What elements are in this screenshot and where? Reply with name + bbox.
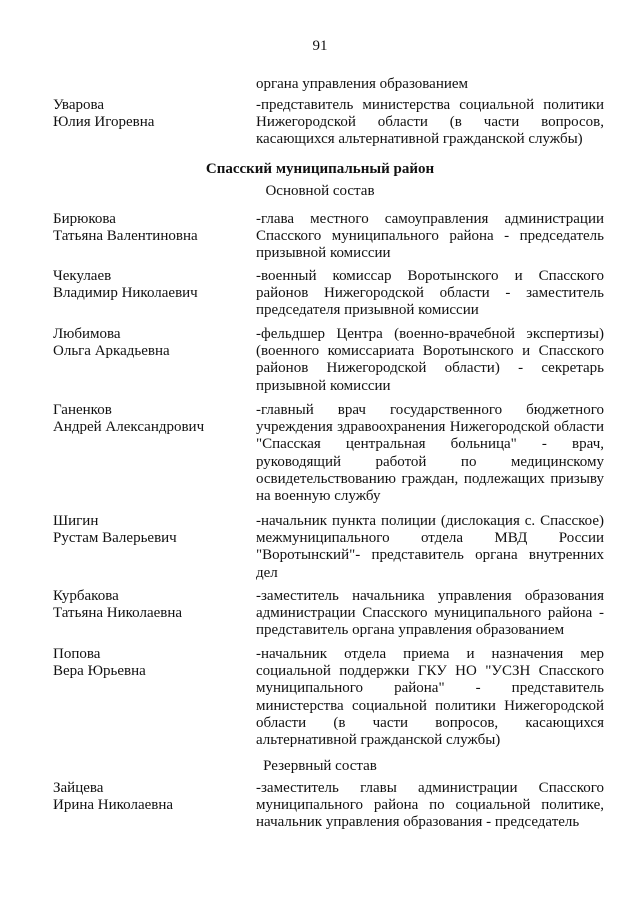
member-role: -главный врач государственного бюджетного учреждения здравоохранения Нижегородской области "Спасская центральная больница" - врач, руководящий работой по медицинскому освидетельствованию граждан, подлежащих призыву на военную службу (256, 402, 604, 505)
district-title: Спасский муниципальный район (205, 161, 435, 177)
member-name: Любимова Ольга Аркадьевна (53, 326, 170, 360)
continuation-text: органа управления образованием (256, 76, 469, 92)
member-role: -начальник пункта полиции (дислокация с. Спасское) межмуниципального отдела МВД России "Воротынский"- представитель органа внутренних дел (256, 513, 604, 581)
member-role: -глава местного самоуправления администрации Спасского муниципального района - председатель призывной комиссии (256, 211, 604, 262)
main-composition-heading: Основной состав (265, 183, 375, 199)
member-name: Шигин Рустам Валерьевич (53, 513, 177, 547)
reserve-composition-heading: Резервный состав (263, 758, 377, 774)
member-role: -представитель министерства социальной политики Нижегородской области (в части вопросов, касающихся альтернативной гражданской службы) (256, 97, 604, 148)
member-name: Попова Вера Юрьевна (53, 646, 146, 680)
member-role: -военный комиссар Воротынского и Спасского районов Нижегородской области - заместитель председателя призывной комиссии (256, 268, 604, 319)
member-name: Бирюкова Татьяна Валентиновна (53, 211, 198, 245)
member-role: -начальник отдела приема и назначения мер социальной поддержки ГКУ НО "УСЗН Спасского муниципального района" - представитель министерства социальной политики Нижегородской области (в части вопросов, касающихся альтернативной гражданской службы) (256, 646, 604, 749)
member-name: Ганенков Андрей Александрович (53, 402, 205, 436)
member-role: -заместитель главы администрации Спасского муниципального района по социальной политике, начальник управления образования - председатель (256, 780, 604, 831)
member-name: Уварова Юлия Игоревна (53, 97, 155, 131)
member-name: Чекулаев Владимир Николаевич (53, 268, 198, 302)
member-role: -заместитель начальника управления образования администрации Спасского муниципального района - представитель органа управления образованием (256, 588, 604, 639)
member-role: -фельдшер Центра (военно-врачебной экспертизы) (военного комиссариата Воротынского и Спасского районов Нижегородской области) - секретарь призывной комиссии (256, 326, 604, 394)
member-name: Зайцева Ирина Николаевна (53, 780, 174, 814)
member-name: Курбакова Татьяна Николаевна (53, 588, 183, 622)
page-number: 91 (312, 38, 328, 54)
